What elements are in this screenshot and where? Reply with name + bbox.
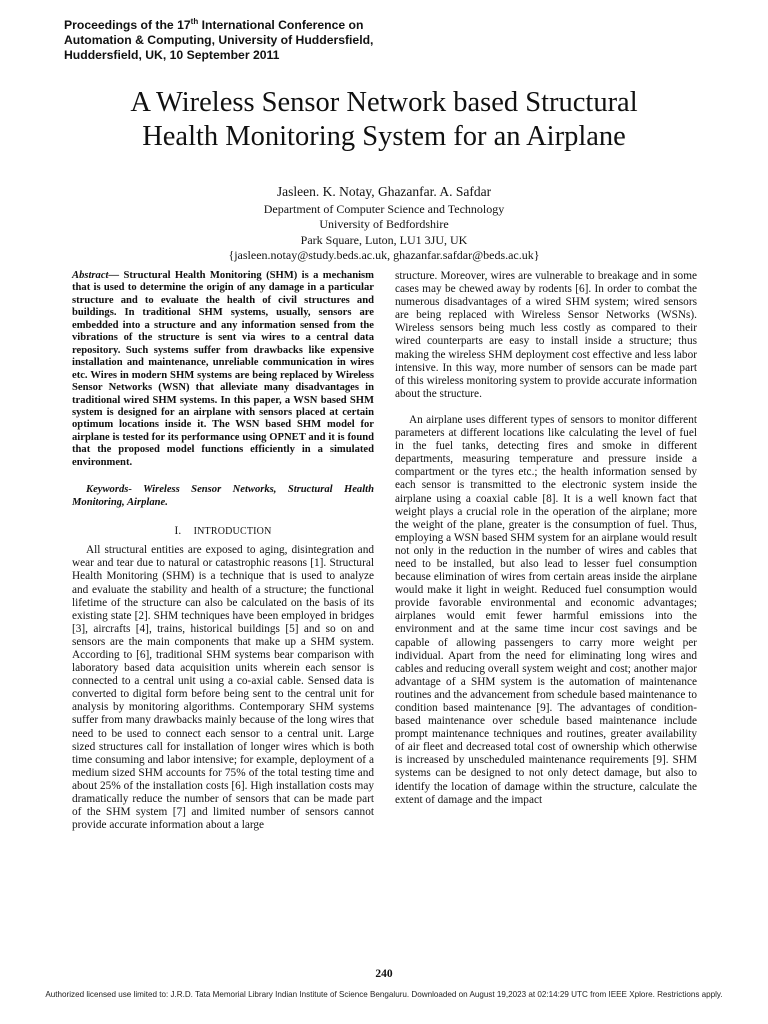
keywords: Keywords- Wireless Sensor Networks, Structural Health Monitoring, Airplane. bbox=[72, 484, 374, 508]
body-paragraph-airplane: An airplane uses different types of sensors to monitor different parameters at different locations like calculating the level of fuel in the fuel tanks, detecting fires and smoke in different departments, measuring temperature and pressure inside a compartment or the tyres etc.; the health information sensed by each sensor is transmitted to the electronic system inside the airplane using a coaxial cable [8]. It is a well known fact that weight plays a crucial role in the operation of the airplane; more the weight of the plane, greater is the consumption of fuel. Thus, employing a WSN based SHM system for an airplane would result not only in the reduction in the number of wires and cables that need to be installed, but also lead to lesser fuel consumption because elimination of wires from certain areas inside the airplane would make it light in weight. Reduced fuel consumption would provide favorable environmental and economic advantages; airplanes would emit fewer harmful emissions into the environment and at the same time incur cost savings and be capable of allowing passengers to carry more weight per individual. Apart from the need for eliminating long wires and cables and reducing overall system weight and cost; another major advantage of a SHM system is the automation of maintenance routines and the advancement from schedule based maintenance to condition based maintenance [9]. The advantages of condition-based maintenance over schedule based maintenance include prompt maintenance techniques and routines, greater availability of air fleet and decreased total cost of ownership which otherwise is increased by unscheduled maintenance requirements [9]. SHM systems can be designed to not only detect damage, but also to identify the location of damage within the structure, calculate the extent of damage and the impact bbox=[395, 413, 697, 806]
section-number: I. bbox=[174, 525, 182, 538]
proceedings-line-2: Automation & Computing, University of Huddersfield, bbox=[64, 33, 374, 48]
page-number: 240 bbox=[375, 968, 393, 980]
affiliation-emails: {jasleen.notay@study.beds.ac.uk, ghazanfar.safdar@beds.ac.uk} bbox=[228, 247, 540, 262]
intro-paragraph-1: All structural entities are exposed to aging, disintegration and wear and tear due to natural or catastrophic reasons [1]. Structural Health Monitoring (SHM) is a technique that is used to analyze and evaluate the stability and health of a structure; the functional lifetime of the structure can also be calculated on the basis of its existing state [2]. SHM techniques have been employed in bridges [3], aircrafts [4], trains, historical buildings [5] and so on and sensors are the main components that make up a SHM system. According to [6], traditional SHM systems bear comparison with laboratory based data acquisition units wherein each sensor is connected to a central unit using a co-axial cable. Sensed data is converted to digital form before being sent to the central unit for analysis by monitoring algorithms. Contemporary SHM systems suffer from many drawbacks mainly because of the long wires that need to be used to connect each sensor to a central unit. Large sized structures call for installation of longer wires which is both time consuming and labor intensive; for example, deployment of a medium sized SHM accounts for 75% of the total testing time and about 25% of the installation costs [6]. High installation costs may dramatically reduce the number of sensors that can be made part of the SHM system [7] and limited number of sensors cannot provide accurate information about a large bbox=[72, 544, 374, 832]
section-title: INTRODUCTION bbox=[193, 526, 272, 538]
section-heading-introduction bbox=[72, 525, 374, 538]
paper-title bbox=[40, 86, 728, 154]
proceedings-line-1: Proceedings of the 17th International Conference on bbox=[64, 17, 364, 33]
affiliation-address: Park Square, Luton, LU1 3JU, UK bbox=[300, 232, 468, 247]
affiliation bbox=[40, 202, 728, 263]
proceedings-header bbox=[64, 14, 444, 63]
title-line-1: A Wireless Sensor Network based Structural bbox=[130, 87, 638, 118]
title-line-2: Health Monitoring System for an Airplane bbox=[142, 121, 626, 152]
proceedings-line-3: Huddersfield, UK, 10 September 2011 bbox=[64, 48, 280, 63]
abstract-label: Abstract— bbox=[72, 270, 120, 281]
body-paragraph-continued: structure. Moreover, wires are vulnerable to breakage and in some cases may be chewed away by rodents [6]. In order to combat the numerous disadvantages of a wired SHM system; wired sensors are being replaced with Wireless Sensor Networks (WSNs). Wireless sensors being much less costly as compared to their wired counterparts are easy to install inside a structure; thus making the wireless SHM deployment cost effective and less labor intensive. In this way, more number of sensors can be made part of this wireless monitoring system to provide accurate information about the structure. bbox=[395, 270, 697, 400]
authors: Jasleen. K. Notay, Ghazanfar. A. Safdar bbox=[276, 184, 492, 199]
abstract-text: Structural Health Monitoring (SHM) is a mechanism that is used to determine the origin of any damage in a particular structure and to evaluate the health of civil structures and buildings. In traditional SHM systems, usually, sensors are embedded into a structure and any information sensed from the vibrations of the structure is sent via wires to a central data repository. Such systems suffer from drawbacks like expensive installation and maintenance, unreliable communication in wires etc. Wires in modern SHM systems are being replaced by Wireless Sensor Networks (WSN) that alleviate many disadvantages in traditional wired SHM systems. In this paper, a WSN based SHM system is designed for an airplane with sensors placed at certain optimum locations inside it. The WSN based SHM model for airplane is tested for its performance using OPNET and it is found that the proposed model functions efficiently in a simulated environment. bbox=[72, 270, 374, 468]
left-column bbox=[72, 270, 374, 832]
right-column bbox=[395, 270, 697, 807]
affiliation-univ: University of Bedfordshire bbox=[319, 217, 449, 232]
license-footer: Authorized licensed use limited to: J.R.D. Tata Memorial Library Indian Institute of Science Bengaluru. Downloaded on August 19,2023 at 02:14:29 UTC from IEEE Xplore. Restrictions apply. bbox=[45, 990, 723, 999]
affiliation-dept: Department of Computer Science and Technology bbox=[263, 202, 505, 216]
abstract bbox=[72, 270, 374, 469]
